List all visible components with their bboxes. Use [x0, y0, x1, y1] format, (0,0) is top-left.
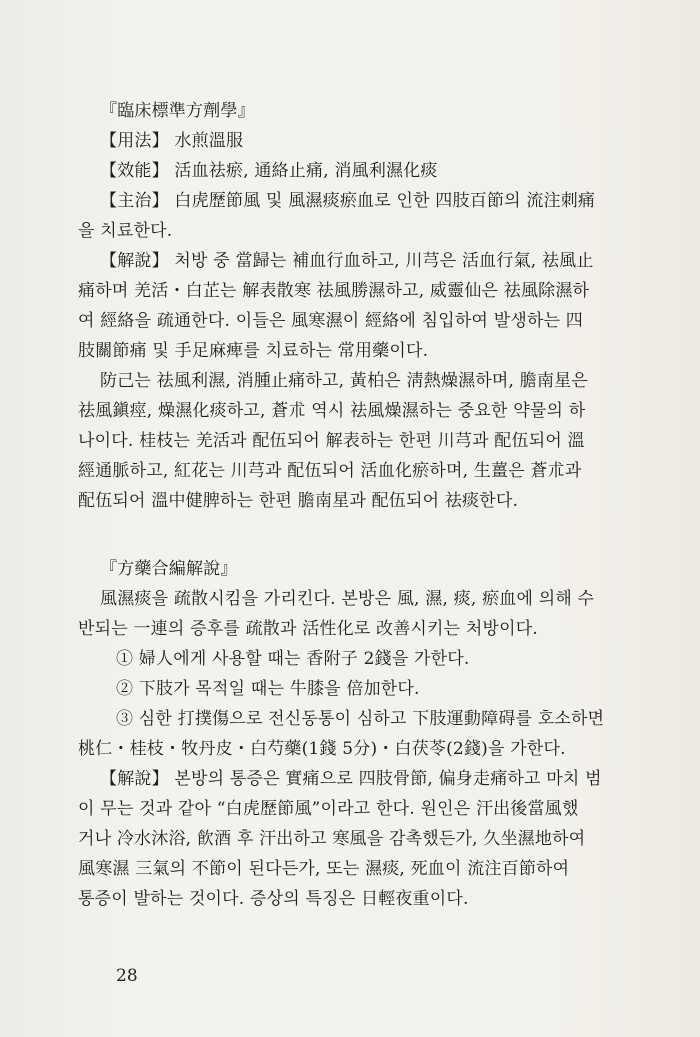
text-line: 나이다. 桂枝는 羌活과 配伍되어 解表하는 한편 川芎과 配伍되어 溫	[78, 431, 585, 451]
text-line: 祛風鎭痙, 燥濕化痰하고, 蒼朮 역시 祛風燥濕하는 중요한 약물의 하	[78, 401, 586, 421]
text-line: 을 치료한다.	[78, 221, 173, 241]
list-item: ② 下肢가 목적일 때는 牛膝을 倍加한다.	[116, 679, 420, 699]
text-line: 통증이 발하는 것이다. 증상의 특징은 日輕夜重이다.	[78, 889, 469, 909]
text-line: 配伍되어 溫中健脾하는 한편 膽南星과 配伍되어 祛痰한다.	[78, 491, 519, 511]
text-line: 반되는 一連의 증후를 疏散과 活性化로 改善시키는 처방이다.	[78, 619, 538, 639]
text-line: 【解說】 처방 중 當歸는 補血行血하고, 川芎은 活血行氣, 祛風止	[100, 251, 594, 271]
text-line: 痛하며 羌活・白芷는 解表散寒 祛風勝濕하고, 威靈仙은 祛風除濕하	[78, 281, 590, 301]
text-line: 風濕痰을 疏散시킴을 가리킨다. 본방은 風, 濕, 痰, 瘀血에 의해 수	[100, 589, 595, 609]
text-line: 이 무는 것과 같아 “白虎歷節風”이라고 한다. 원인은 汗出後當風했	[78, 799, 579, 819]
text-line: 【主治】 白虎歷節風 및 風濕痰瘀血로 인한 四肢百節의 流注刺痛	[100, 191, 596, 211]
text-line: 防己는 祛風利濕, 消腫止痛하고, 黃柏은 淸熱燥濕하며, 膽南星은	[100, 371, 588, 391]
text-line: 經通脈하고, 紅花는 川芎과 配伍되어 活血化瘀하며, 生薑은 蒼朮과	[78, 461, 582, 481]
text-block	[78, 96, 634, 914]
text-line: 여 經絡을 疏通한다. 이들은 風寒濕이 經絡에 침입하여 발생하는 四	[78, 311, 584, 331]
text-line: 風寒濕 三氣의 不節이 된다든가, 또는 濕痰, 死血이 流注百節하여	[78, 859, 570, 879]
text-line: 桃仁・桂枝・牧丹皮・白芍藥(1錢 5分)・白茯苓(2錢)을 가한다.	[78, 739, 566, 759]
section-title: 『臨床標準方劑學』	[100, 101, 255, 121]
list-item: ① 婦人에게 사용할 때는 香附子 2錢을 가한다.	[116, 649, 470, 669]
text-line: 【效能】 活血祛瘀, 通絡止痛, 消風利濕化痰	[100, 161, 438, 181]
list-item: ③ 심한 打撲傷으로 전신동통이 심하고 下肢運動障碍를 호소하면	[116, 709, 605, 729]
text-line: 【用法】 水煎溫服	[100, 131, 244, 151]
text-line: 肢關節痛 및 手足麻痺를 치료하는 常用藥이다.	[78, 341, 429, 361]
section-gap	[78, 516, 634, 554]
text-line: 【解說】 본방의 통증은 實痛으로 四肢骨節, 偏身走痛하고 마치 범	[100, 769, 602, 789]
section-title: 『方藥合編解說』	[100, 559, 238, 579]
page-number: 28	[116, 966, 138, 986]
text-line: 거나 冷水沐浴, 飮酒 후 汗出하고 寒風을 감촉했든가, 久坐濕地하여	[78, 829, 586, 849]
